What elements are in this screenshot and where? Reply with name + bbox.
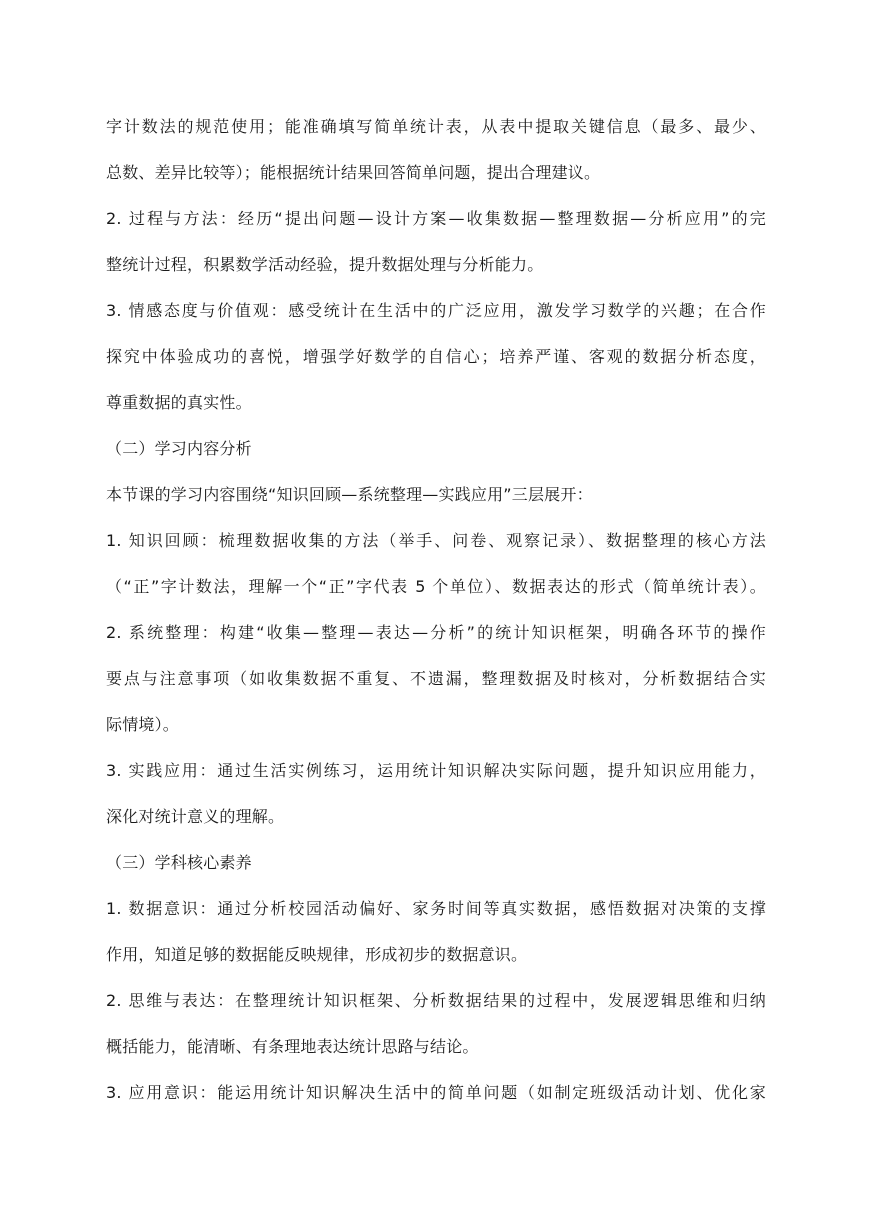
section-heading: （二）学习内容分析: [106, 439, 252, 458]
text-line: 际情境）。: [106, 715, 180, 734]
text-line: 3. 情感态度与价值观：感受统计在生活中的广泛应用，激发学习数学的兴趣；在合作: [106, 301, 766, 320]
text-line: 总数、差异比较等）；能根据统计结果回答简单问题，提出合理建议。: [106, 163, 601, 182]
text-line: 2. 思维与表达：在整理统计知识框架、分析数据结果的过程中，发展逻辑思维和归纳: [106, 991, 766, 1010]
text-line: 尊重数据的真实性。: [106, 393, 252, 412]
text-line: 2. 系统整理：构建“收集—整理—表达—分析”的统计知识框架，明确各环节的操作: [106, 623, 766, 642]
text-line: 2. 过程与方法：经历“提出问题—设计方案—收集数据—整理数据—分析应用”的完: [106, 209, 766, 228]
text-line: 深化对统计意义的理解。: [106, 807, 285, 826]
text-line: 探究中体验成功的喜悦，增强学好数学的自信心；培养严谨、客观的数据分析态度，: [106, 347, 766, 366]
text-line: 字计数法的规范使用；能准确填写简单统计表，从表中提取关键信息（最多、最少、: [106, 117, 766, 136]
text-line: 本节课的学习内容围绕“知识回顾—系统整理—实践应用”三层展开：: [106, 485, 593, 504]
section-heading: （三）学科核心素养: [106, 853, 252, 872]
text-line: 3. 实践应用：通过生活实例练习，运用统计知识解决实际问题，提升知识应用能力，: [106, 761, 766, 780]
text-line: 作用，知道足够的数据能反映规律，形成初步的数据意识。: [106, 945, 528, 964]
text-line: 概括能力，能清晰、有条理地表达统计思路与结论。: [106, 1037, 479, 1056]
text-line: 要点与注意事项（如收集数据不重复、不遗漏，整理数据及时核对，分析数据结合实: [106, 669, 766, 688]
text-line: 3. 应用意识：能运用统计知识解决生活中的简单问题（如制定班级活动计划、优化家: [106, 1083, 766, 1102]
text-line: 整统计过程，积累数学活动经验，提升数据处理与分析能力。: [106, 255, 544, 274]
text-line: 1. 数据意识：通过分析校园活动偏好、家务时间等真实数据，感悟数据对决策的支撑: [106, 899, 766, 918]
text-line: （“正”字计数法，理解一个“正”字代表 5 个单位）、数据表达的形式（简单统计表）。: [106, 577, 766, 596]
text-line: 1. 知识回顾：梳理数据收集的方法（举手、问卷、观察记录）、数据整理的核心方法: [106, 531, 766, 550]
